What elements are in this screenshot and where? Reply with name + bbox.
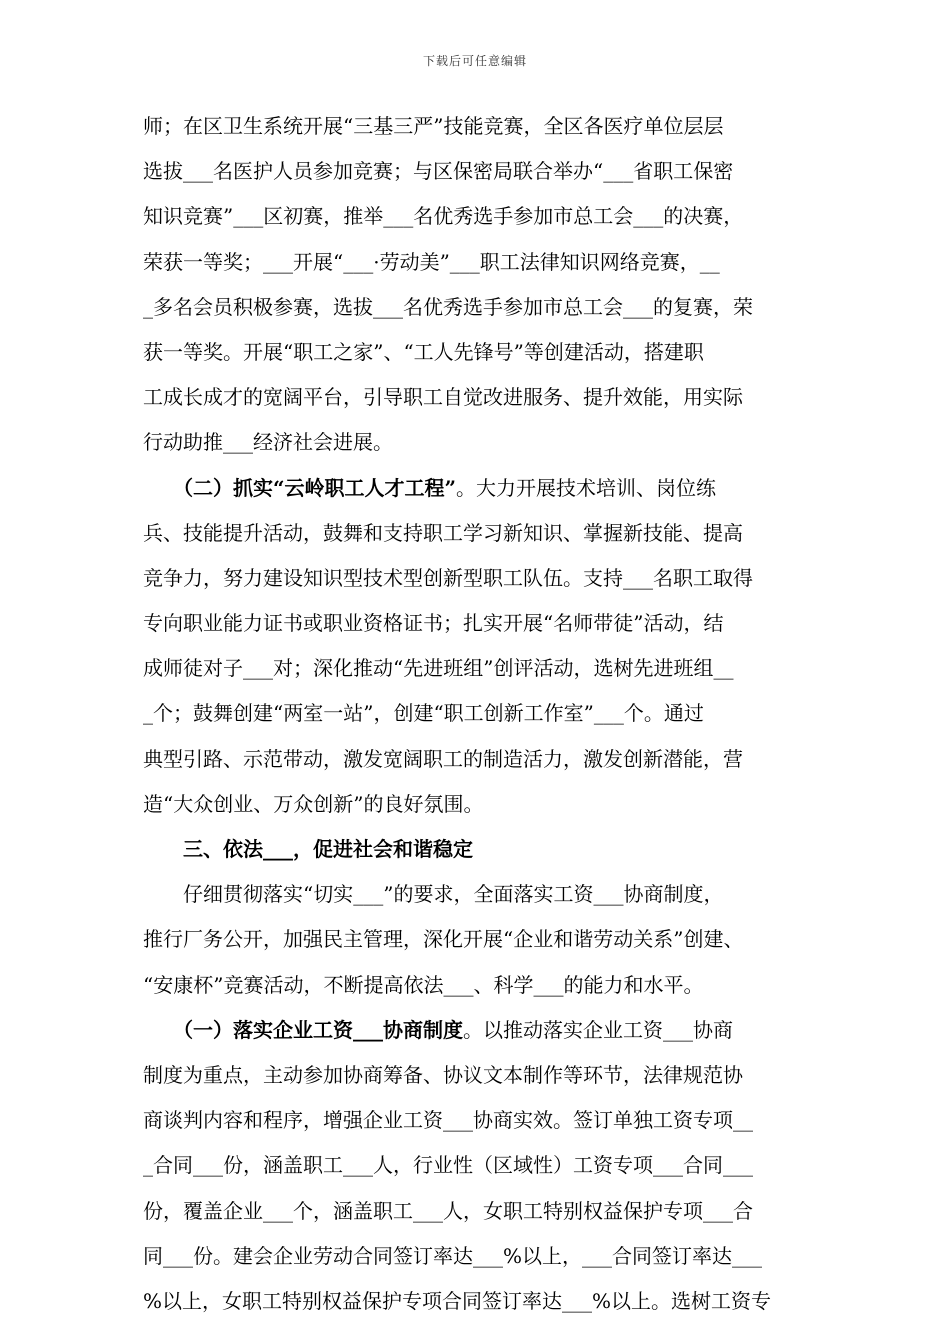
body-text: 制度为重点，主动参加协商筹备、协议文本制作等环节，法律规范协 [143,1062,743,1087]
text-line [143,556,811,601]
body-text: 典型引路、示范带动，激发宽阔职工的制造活力，激发创新潜能，营 [143,746,743,771]
text-line [143,963,811,1008]
text-line [143,194,811,239]
body-text: _多名会员积极参赛，选拔___名优秀选手参加市总工会___的复赛，荣 [143,294,753,319]
body-text: 竞争力，努力建设知识型技术型创新型职工队伍。支持___名职工取得 [143,565,753,590]
bold-heading-text: （一）落实企业工资___协商制度 [183,1017,463,1042]
text-line [143,1234,811,1279]
text-line [143,420,811,465]
document-body [143,104,811,1324]
text-line [143,1143,811,1188]
bold-heading-text: 三、依法___，促进社会和谐稳定 [183,837,473,861]
text-line [143,917,811,962]
text-line [143,782,811,827]
text-line [143,691,811,736]
text-line [143,285,811,330]
body-text: _个；鼓舞创建“两室一站”，创建“职工创新工作室”___个。通过 [143,701,704,726]
text-line [143,511,811,556]
text-line [143,1098,811,1143]
body-text: 份，覆盖企业___个，涵盖职工___人，女职工特别权益保护专项___合 [143,1198,753,1223]
text-line [143,240,811,285]
body-text: 同___份。建会企业劳动合同签订率达___%以上，___合同签订率达___ [143,1243,763,1268]
body-text: 。以推动落实企业工资___协商 [463,1017,733,1042]
body-text: 选拔___名医护人员参加竞赛；与区保密局联合举办“___省职工保密 [143,159,734,184]
text-line [143,1279,811,1324]
page-header-note: 下载后可任意编辑 [422,54,527,68]
text-line [143,375,811,420]
body-text: 工成长成才的宽阔平台，引导职工自觉改进服务、提升效能，用实际 [143,385,743,410]
body-text: _合同___份，涵盖职工___人，行业性（区域性）工资专项___合同___ [143,1153,753,1178]
text-line [143,1008,811,1053]
body-text: 成师徒对子___对；深化推动“先进班组”创评活动，选树先进班组__ [143,656,734,681]
text-line [143,737,811,782]
body-text: %以上，女职工特别权益保护专项合同签订率达___%以上。选树工资专 [143,1288,772,1313]
text-line [143,646,811,691]
text-line [143,104,811,149]
body-text: 荣获一等奖；___开展“___·劳动美”___职工法律知识网络竞赛，__ [143,249,720,274]
body-text: 。大力开展技术培训、岗位练 [456,475,717,500]
text-line [143,1189,811,1234]
body-text: 推行厂务公开，加强民主管理，深化开展“企业和谐劳动关系”创建、 [143,927,744,952]
body-text: 商谈判内容和程序，增强企业工资___协商实效。签订单独工资专项__ [143,1108,753,1133]
text-line [143,466,811,511]
text-line [143,601,811,646]
bold-heading-text: （二）抓实“云岭职工人才工程” [183,475,457,500]
body-text: 仔细贯彻落实“切实___”的要求，全面落实工资___协商制度， [183,882,724,907]
text-line [143,827,811,872]
body-text: 获一等奖。开展“职工之家”、“工人先锋号”等创建活动，搭建职 [143,339,704,364]
text-line [143,149,811,194]
body-text: “安康杯”竞赛活动，不断提高依法___、科学___的能力和水平。 [143,972,704,997]
body-text: 行动助推___经济社会进展。 [143,430,393,455]
body-text: 知识竞赛”___区初赛，推举___名优秀选手参加市总工会___的决赛， [143,204,744,229]
body-text: 师；在区卫生系统开展“三基三严”技能竞赛，全区各医疗单位层层 [143,114,724,138]
text-line [143,872,811,917]
body-text: 造“大众创业、万众创新”的良好氛围。 [143,791,484,816]
body-text: 兵、技能提升活动，鼓舞和支持职工学习新知识、掌握新技能、提高 [143,520,743,545]
text-line [143,330,811,375]
body-text: 专向职业能力证书或职业资格证书；扎实开展“名师带徒”活动，结 [143,611,724,636]
text-line [143,1053,811,1098]
